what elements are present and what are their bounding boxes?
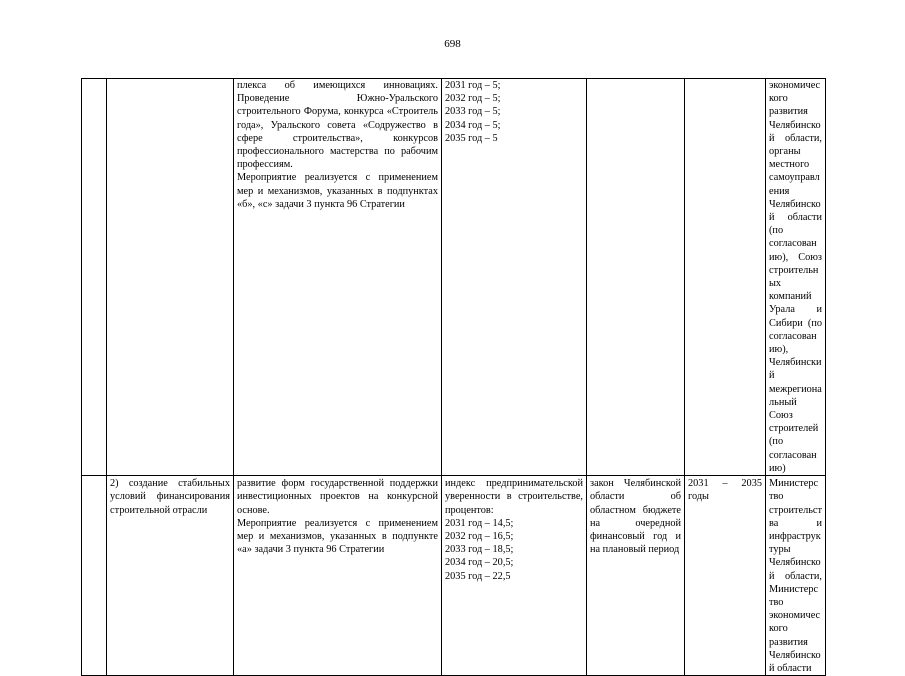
measures-table bbox=[81, 78, 826, 676]
period-cell: 2031 – 2035 годы bbox=[685, 476, 766, 676]
row-number-cell bbox=[82, 79, 107, 476]
source-cell: закон Челябинской области об областном бюджете на очередной финансовый год и на плановый период bbox=[587, 476, 685, 676]
measure-text: плекса об имеющихся инновациях. Проведение Южно-Уральского строительного Форума, конкурса «Строитель года», Уральского совета «Содружество в сфере строительства», конкурсов профессионального мастерства по рабочим профессиям. bbox=[237, 80, 438, 171]
table-row bbox=[82, 79, 826, 476]
measure-text: развитие форм государственной поддержки инвестиционных проектов на конкурсной основе. bbox=[237, 478, 438, 516]
executor-cell: Министерство строительства и инфраструктуры Челябинской области, Министерство экономического развития Челябинской области bbox=[766, 476, 826, 676]
indicator-value-line: 2033 год – 5; bbox=[445, 106, 501, 118]
task-cell: 2) создание стабильных условий финансирования строительной отрасли bbox=[107, 476, 234, 676]
indicator-value-line: 2031 год – 5; bbox=[445, 80, 501, 91]
executor-cell: экономического развития Челябинской области, органы местного самоуправления Челябинской области (по согласованию), Союз строительных компаний Урала и Сибири (по согласованию), Челябинский межрегиональный Союз строителей (по согласованию) bbox=[766, 79, 826, 476]
measure-mechanism-text: Мероприятие реализуется с применением мер и механизмов, указанных в подпунктах «б», «с» задачи 3 пункта 96 Стратегии bbox=[237, 172, 438, 210]
indicator-value-line: 2035 год – 5 bbox=[445, 132, 498, 144]
indicator-value-line: 2031 год – 14,5; bbox=[445, 517, 514, 529]
page-number: 698 bbox=[444, 38, 461, 50]
measure-mechanism-text: Мероприятие реализуется с применением мер и механизмов, указанных в подпункте «а» задачи 3 пункта 96 Стратегии bbox=[237, 517, 438, 556]
measure-cell bbox=[234, 476, 442, 676]
indicator-value-line: 2034 год – 5; bbox=[445, 119, 501, 131]
task-cell bbox=[107, 79, 234, 476]
measure-cell bbox=[234, 79, 442, 476]
indicator-value-line: 2032 год – 5; bbox=[445, 93, 501, 105]
indicator-cell bbox=[442, 79, 587, 476]
period-cell bbox=[685, 79, 766, 476]
indicator-value-line: 2032 год – 16,5; bbox=[445, 530, 514, 542]
indicator-value-line: 2034 год – 20,5; bbox=[445, 557, 514, 569]
row-number-cell bbox=[82, 476, 107, 676]
indicator-cell bbox=[442, 476, 587, 676]
indicator-name: индекс предпринимательской уверенности в строительстве, процентов: bbox=[445, 478, 583, 516]
indicator-value-line: 2033 год – 18,5; bbox=[445, 544, 514, 556]
table-row bbox=[82, 476, 826, 676]
source-cell bbox=[587, 79, 685, 476]
indicator-value-line: 2035 год – 22,5 bbox=[445, 570, 511, 582]
